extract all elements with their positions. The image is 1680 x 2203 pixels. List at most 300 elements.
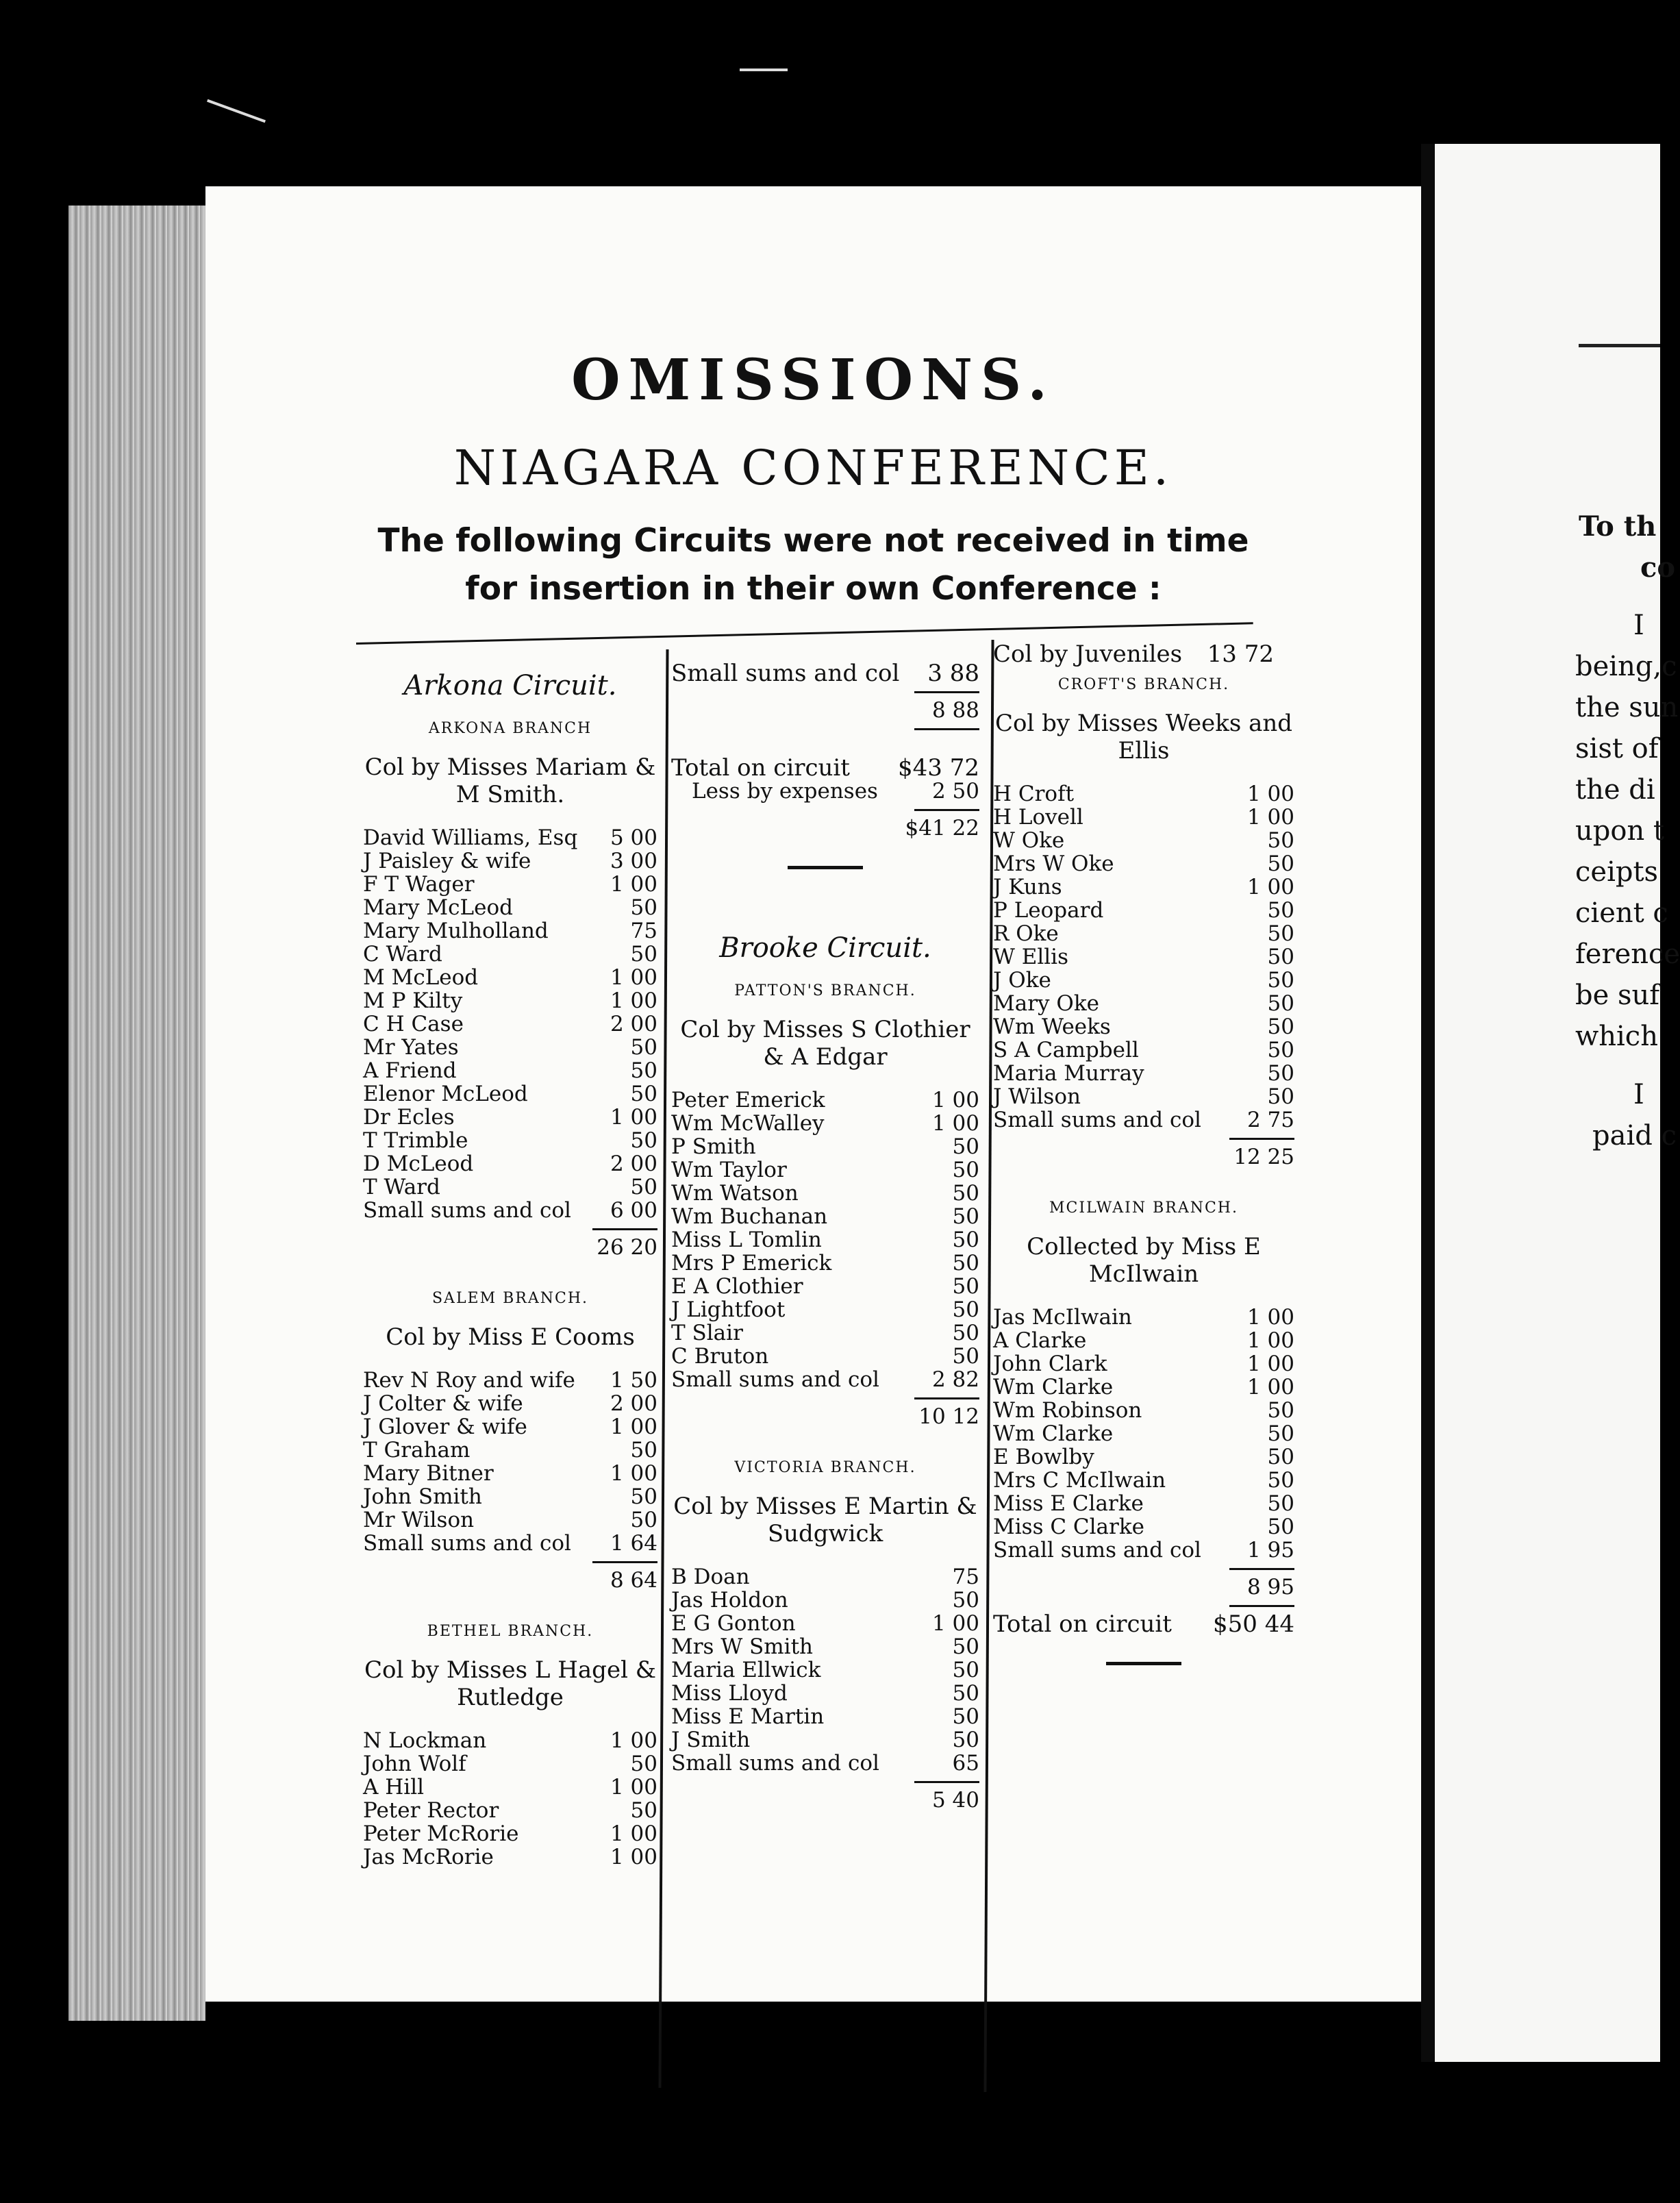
entry-list — [993, 1306, 1294, 1562]
entry-name: Miss L Tomlin — [671, 1228, 822, 1252]
entry-amount: 1 00 — [1246, 1305, 1294, 1330]
entry-row — [671, 1205, 979, 1228]
entry-list — [993, 782, 1294, 1132]
entry-row — [671, 1612, 979, 1635]
entry-name: M P Kilty — [363, 988, 463, 1013]
entry-amount: 1 00 — [1246, 1352, 1294, 1376]
entry-row — [993, 1610, 1294, 1638]
entry-name: H Lovell — [993, 805, 1083, 830]
entry-row — [671, 1368, 979, 1391]
entry-amount: 50 — [630, 1058, 657, 1083]
entry-name: Peter Rector — [363, 1798, 499, 1823]
entry-row — [671, 1705, 979, 1728]
entry-row — [993, 945, 1294, 969]
entry-list — [363, 826, 657, 1222]
entry-row — [671, 1088, 979, 1112]
entry-name: Mr Yates — [363, 1035, 459, 1060]
entry-amount: 50 — [952, 1588, 979, 1613]
entry-row — [363, 1845, 657, 1869]
entry-name: P Leopard — [993, 898, 1104, 923]
entry-row — [363, 1532, 657, 1555]
entry-row — [363, 873, 657, 896]
facing-page-line: co — [1640, 551, 1676, 584]
entry-amount: 1 00 — [1246, 805, 1294, 830]
entry-amount: 50 — [1267, 1038, 1294, 1062]
entry-amount: 50 — [1267, 945, 1294, 969]
entry-name: E Bowlby — [993, 1445, 1094, 1469]
entry-name: Peter Emerick — [671, 1088, 825, 1112]
entry-name: Mr Wilson — [363, 1508, 475, 1532]
entry-amount: 1 00 — [610, 1105, 657, 1130]
entry-row — [993, 1399, 1294, 1422]
entry-name: S A Campbell — [993, 1038, 1139, 1062]
entry-row — [671, 1589, 979, 1612]
entry-name: Small sums and col — [363, 1198, 571, 1223]
entry-name: John Clark — [993, 1352, 1107, 1376]
facing-page-line: the di — [1575, 774, 1655, 806]
entry-amount: 50 — [1267, 898, 1294, 923]
entry-name: P Smith — [671, 1134, 756, 1159]
entry-name: Wm Buchanan — [671, 1204, 828, 1229]
entry-amount: 2 50 — [931, 779, 979, 804]
entry-row — [363, 1082, 657, 1106]
entry-name: Less by expenses — [692, 779, 878, 804]
entry-name: Mary Mulholland — [363, 919, 549, 943]
branch-total-row — [363, 1569, 657, 1592]
entry-name: Total on circuit — [993, 1610, 1172, 1638]
entry-amount: 1 00 — [1246, 1375, 1294, 1399]
entry-amount: 13 72 — [1207, 640, 1274, 668]
entry-name: B Doan — [671, 1565, 750, 1589]
entry-row — [363, 1129, 657, 1152]
entry-row — [363, 1106, 657, 1129]
collector-line: Col by Misses L Hagel & Rutledge — [364, 1656, 657, 1711]
entry-amount: 1 00 — [610, 965, 657, 990]
entry-name: J Colter & wife — [363, 1391, 523, 1416]
facing-page-line: which — [1575, 1021, 1658, 1052]
entry-name: Miss E Clarke — [993, 1491, 1144, 1516]
entry-row — [363, 1776, 657, 1799]
entry-name: Wm Taylor — [671, 1158, 787, 1182]
total-rule — [671, 1391, 979, 1405]
branch-total-row — [993, 1145, 1294, 1169]
entry-row — [363, 1508, 657, 1532]
entry-row — [671, 1752, 979, 1775]
total-rule — [363, 1555, 657, 1569]
entry-amount: 50 — [630, 1082, 657, 1106]
entry-amount: 2 82 — [931, 1367, 979, 1392]
entry-row — [993, 1445, 1294, 1469]
entry-row — [671, 1321, 979, 1345]
entry-name: Jas McIlwain — [993, 1305, 1132, 1330]
entry-row — [363, 1752, 657, 1776]
entry-row — [671, 1345, 979, 1368]
entry-name: N Lockman — [363, 1728, 487, 1753]
entry-amount: 50 — [630, 1438, 657, 1463]
facing-page-line: the sun — [1575, 692, 1679, 723]
entry-amount: 50 — [1267, 1061, 1294, 1086]
entry-row — [993, 1352, 1294, 1376]
entry-amount: 50 — [630, 1484, 657, 1509]
entry-row — [363, 896, 657, 919]
entry-amount: 50 — [630, 1508, 657, 1532]
branch-total: 10 12 — [918, 1404, 979, 1429]
entry-row — [363, 1175, 657, 1199]
facing-page-line: being,c — [1575, 651, 1677, 682]
entry-name: Mrs W Smith — [671, 1634, 814, 1659]
entry-name: T Ward — [363, 1175, 440, 1199]
entry-amount: 50 — [1267, 1468, 1294, 1493]
entry-name: Mary McLeod — [363, 895, 513, 920]
entry-amount: 1 00 — [1246, 1328, 1294, 1353]
branch-total: 26 20 — [597, 1235, 657, 1260]
entry-row — [363, 1369, 657, 1392]
page-title: OMISSIONS. — [571, 347, 1055, 413]
entry-row — [993, 1515, 1294, 1539]
entry-row — [993, 829, 1294, 852]
entry-row — [993, 1015, 1294, 1038]
branch-heading: ARKONA BRANCH — [428, 720, 592, 737]
entry-amount: 50 — [952, 1658, 979, 1682]
section-divider — [1106, 1662, 1181, 1665]
entry-amount: 1 50 — [610, 1368, 657, 1393]
entry-name: Mrs C McIlwain — [993, 1468, 1166, 1493]
entry-amount: 50 — [1267, 1445, 1294, 1469]
entry-row — [671, 1228, 979, 1252]
entry-name: Small sums and col — [363, 1531, 571, 1556]
entry-name: Miss C Clarke — [993, 1515, 1144, 1539]
entry-row — [671, 1275, 979, 1298]
conference-title: NIAGARA CONFERENCE. — [453, 440, 1173, 496]
entry-name: F T Wager — [363, 872, 475, 897]
entry-name: Wm Weeks — [993, 1015, 1111, 1039]
facing-page-fragment — [1435, 144, 1680, 2062]
entry-name: T Graham — [363, 1438, 471, 1463]
entry-amount: 50 — [952, 1251, 979, 1275]
entry-name: Mary Oke — [993, 991, 1099, 1016]
total-rule — [993, 1132, 1294, 1145]
entry-amount: 50 — [1267, 1491, 1294, 1516]
entry-amount: 50 — [630, 1035, 657, 1060]
column-3 — [993, 640, 1294, 1720]
entry-amount: 3 88 — [927, 660, 979, 687]
entry-name: Wm Clarke — [993, 1421, 1114, 1446]
entry-list — [671, 1565, 979, 1775]
entry-row — [671, 1635, 979, 1658]
entry-name: J Lightfoot — [671, 1297, 786, 1322]
branch-heading: PATTON'S BRANCH. — [734, 982, 916, 999]
entry-name: Small sums and col — [993, 1538, 1201, 1563]
entry-amount: 50 — [952, 1681, 979, 1706]
branch-heading: MCILWAIN BRANCH. — [1049, 1199, 1238, 1217]
entry-row — [993, 1108, 1294, 1132]
entry-amount: 1 00 — [610, 1821, 657, 1846]
entry-amount: 1 00 — [1246, 875, 1294, 899]
entry-amount: 50 — [1267, 851, 1294, 876]
entry-amount: 2 00 — [610, 1391, 657, 1416]
entry-row — [671, 1682, 979, 1705]
entry-row — [363, 1036, 657, 1059]
entry-row — [363, 1152, 657, 1175]
branch-heading: SALEM BRANCH. — [431, 1290, 589, 1307]
entry-row — [363, 1392, 657, 1415]
entry-amount: 50 — [1267, 828, 1294, 853]
total-rule — [993, 1562, 1294, 1576]
entry-amount: 50 — [1267, 1084, 1294, 1109]
entry-name: A Friend — [363, 1058, 457, 1083]
branch-total-row — [671, 1789, 979, 1812]
subtitle-line-1: The following Circuits were not received in time — [377, 522, 1249, 560]
entry-row — [993, 899, 1294, 922]
entry-row — [363, 1415, 657, 1439]
entry-row — [671, 1728, 979, 1752]
entry-row — [671, 756, 979, 780]
document-page — [205, 186, 1421, 2002]
facing-page-line: sist of — [1575, 733, 1659, 764]
entry-row — [671, 1158, 979, 1182]
entry-amount: 50 — [630, 895, 657, 920]
entry-name: W Oke — [993, 828, 1065, 853]
column-1 — [363, 662, 657, 1869]
entry-name: C Bruton — [671, 1344, 769, 1369]
entry-row — [363, 826, 657, 849]
entry-name: J Wilson — [993, 1084, 1081, 1109]
entry-amount: 50 — [1267, 991, 1294, 1016]
entry-name: Small sums and col — [671, 660, 900, 687]
entry-amount: 1 64 — [610, 1531, 657, 1556]
total-rule — [671, 1775, 979, 1789]
collector-line: Col by Misses Weeks and Ellis — [994, 710, 1293, 764]
facing-page-line: cient c — [1575, 897, 1668, 929]
total-rule — [671, 685, 979, 699]
entry-name: Rev N Roy and wife — [363, 1368, 575, 1393]
entry-row — [993, 992, 1294, 1015]
entry-amount: 50 — [630, 1175, 657, 1199]
facing-page-line: paid c — [1592, 1120, 1677, 1152]
facing-page-line: ceipts — [1575, 856, 1659, 888]
entry-name: R Oke — [993, 921, 1059, 946]
entry-row — [993, 1492, 1294, 1515]
circuit-title: Arkona Circuit. — [403, 670, 617, 701]
branch-total: 12 25 — [1233, 1145, 1294, 1169]
entry-row — [671, 780, 979, 803]
entry-name: Peter McRorie — [363, 1821, 519, 1846]
branch-total-row — [993, 1576, 1294, 1599]
entry-row — [993, 875, 1294, 899]
branch-total: 8 64 — [610, 1568, 657, 1593]
entry-name: Mary Bitner — [363, 1461, 494, 1486]
subtitle-line-2: for insertion in their own Conference : — [465, 570, 1162, 608]
entry-name: A Hill — [363, 1775, 425, 1800]
entry-row — [363, 943, 657, 966]
entry-amount: 50 — [1267, 1015, 1294, 1039]
entry-amount: 50 — [952, 1728, 979, 1752]
entry-amount: 50 — [952, 1704, 979, 1729]
entry-row — [363, 919, 657, 943]
total-rule — [671, 722, 979, 736]
entry-amount: 50 — [630, 1752, 657, 1776]
entry-name: J Paisley & wife — [363, 849, 531, 873]
entry-amount: $43 72 — [898, 754, 979, 782]
net-total: $41 22 — [905, 816, 979, 841]
entry-name: D McLeod — [363, 1152, 474, 1176]
entry-amount: 1 00 — [610, 1728, 657, 1753]
entry-name: David Williams, Esq — [363, 825, 578, 850]
scan-mark — [740, 69, 788, 71]
entry-amount: 50 — [952, 1344, 979, 1369]
net-total-row — [671, 817, 979, 840]
entry-row — [993, 640, 1294, 668]
entry-amount: 2 75 — [1246, 1108, 1294, 1132]
entry-name: Small sums and col — [671, 1367, 879, 1392]
subtotal-row — [671, 699, 979, 722]
entry-amount: 50 — [1267, 1515, 1294, 1539]
entry-amount: 1 00 — [931, 1088, 979, 1112]
entry-amount: 5 00 — [610, 825, 657, 850]
entry-row — [993, 806, 1294, 829]
collector-line: Col by Misses S Clothier & A Edgar — [680, 1016, 970, 1071]
entry-name: J Glover & wife — [363, 1415, 527, 1439]
facing-page-line: I — [1633, 1079, 1644, 1110]
entry-amount: 50 — [1267, 1398, 1294, 1423]
entry-name: Total on circuit — [671, 754, 850, 782]
entry-amount: 50 — [630, 942, 657, 967]
entry-amount: 2 00 — [610, 1012, 657, 1036]
entry-row — [671, 1298, 979, 1321]
subtotal: 8 88 — [931, 698, 979, 723]
entry-name: Miss E Martin — [671, 1704, 825, 1729]
branch-total-row — [671, 1405, 979, 1428]
entry-name: J Oke — [993, 968, 1051, 993]
entry-amount: 50 — [952, 1204, 979, 1229]
entry-row — [671, 1112, 979, 1135]
entry-amount: 3 00 — [610, 849, 657, 873]
entry-name: Maria Ellwick — [671, 1658, 821, 1682]
entry-amount: 2 00 — [610, 1152, 657, 1176]
entry-row — [671, 1565, 979, 1589]
entry-name: Wm Clarke — [993, 1375, 1114, 1399]
entry-row — [363, 1462, 657, 1485]
entry-row — [671, 1182, 979, 1205]
entry-name: T Slair — [671, 1321, 743, 1345]
entry-row — [363, 1485, 657, 1508]
entry-name: Miss Lloyd — [671, 1681, 788, 1706]
entry-amount: 50 — [952, 1134, 979, 1159]
entry-row — [363, 1199, 657, 1222]
entry-amount: $50 44 — [1213, 1610, 1294, 1638]
total-rule — [671, 803, 979, 817]
entry-amount: 1 00 — [1246, 782, 1294, 806]
entry-row — [993, 1422, 1294, 1445]
entry-amount: 65 — [952, 1751, 979, 1776]
collector-line: Collected by Miss E McIlwain — [1027, 1233, 1261, 1288]
entry-name: Dr Ecles — [363, 1105, 455, 1130]
entry-amount: 50 — [952, 1321, 979, 1345]
entry-row — [363, 989, 657, 1012]
entry-amount: 50 — [952, 1274, 979, 1299]
entry-name: Col by Juveniles — [993, 640, 1183, 668]
entry-amount: 1 95 — [1246, 1538, 1294, 1563]
entry-name: Maria Murray — [993, 1061, 1144, 1086]
entry-amount: 1 00 — [610, 1415, 657, 1439]
entry-name: H Croft — [993, 782, 1075, 806]
entry-row — [993, 1062, 1294, 1085]
circuit-title: Brooke Circuit. — [719, 932, 931, 964]
entry-row — [363, 1059, 657, 1082]
entry-list — [363, 1369, 657, 1555]
facing-page-line: To th — [1579, 510, 1657, 543]
entry-name: Wm Robinson — [993, 1398, 1142, 1423]
entry-row — [671, 662, 979, 685]
entry-row — [993, 1539, 1294, 1562]
entry-name: E A Clothier — [671, 1274, 803, 1299]
entry-row — [993, 922, 1294, 945]
entry-amount: 50 — [952, 1634, 979, 1659]
entry-list — [363, 1729, 657, 1869]
entry-name: Jas Holdon — [671, 1588, 788, 1613]
entry-amount: 1 00 — [610, 1775, 657, 1800]
entry-amount: 1 00 — [610, 1461, 657, 1486]
collector-line: Col by Miss E Cooms — [386, 1323, 635, 1351]
entry-list — [671, 1088, 979, 1391]
entry-name: John Smith — [363, 1484, 482, 1509]
entry-name: T Trimble — [363, 1128, 468, 1153]
entry-amount: 1 00 — [931, 1611, 979, 1636]
facing-page-line: I — [1633, 610, 1644, 641]
entry-amount: 50 — [1267, 921, 1294, 946]
section-divider — [788, 866, 863, 869]
entry-name: Elenor McLeod — [363, 1082, 528, 1106]
book-gutter — [1421, 144, 1435, 2062]
entry-amount: 1 00 — [931, 1111, 979, 1136]
entry-row — [993, 1306, 1294, 1329]
entry-name: Wm Watson — [671, 1181, 799, 1206]
entry-name: Jas McRorie — [363, 1845, 494, 1869]
entry-amount: 50 — [952, 1181, 979, 1206]
branch-total: 8 95 — [1246, 1575, 1294, 1600]
entry-amount: 50 — [952, 1158, 979, 1182]
facing-page-rule — [1579, 344, 1660, 347]
entry-name: W Ellis — [993, 945, 1068, 969]
entry-amount: 50 — [1267, 968, 1294, 993]
entry-name: C Ward — [363, 942, 442, 967]
entry-row — [993, 782, 1294, 806]
entry-row — [671, 1252, 979, 1275]
entry-amount: 50 — [952, 1228, 979, 1252]
total-rule — [363, 1222, 657, 1236]
branch-heading: BETHEL BRANCH. — [427, 1623, 594, 1640]
entry-row — [363, 849, 657, 873]
entry-name: J Smith — [671, 1728, 751, 1752]
collector-line: Col by Misses E Martin & Sudgwick — [673, 1493, 977, 1547]
entry-amount: 50 — [952, 1297, 979, 1322]
entry-row — [993, 1469, 1294, 1492]
entry-row — [671, 1658, 979, 1682]
entry-amount: 75 — [630, 919, 657, 943]
entry-row — [363, 966, 657, 989]
entry-amount: 6 00 — [610, 1198, 657, 1223]
entry-amount: 50 — [630, 1798, 657, 1823]
entry-row — [993, 1085, 1294, 1108]
book-page-edges — [68, 206, 205, 2021]
entry-row — [363, 1822, 657, 1845]
entry-name: E G Gonton — [671, 1611, 796, 1636]
branch-heading: VICTORIA BRANCH. — [734, 1459, 916, 1476]
entry-amount: 1 00 — [610, 872, 657, 897]
branch-total: 5 40 — [931, 1788, 979, 1813]
entry-row — [671, 1135, 979, 1158]
entry-row — [993, 852, 1294, 875]
